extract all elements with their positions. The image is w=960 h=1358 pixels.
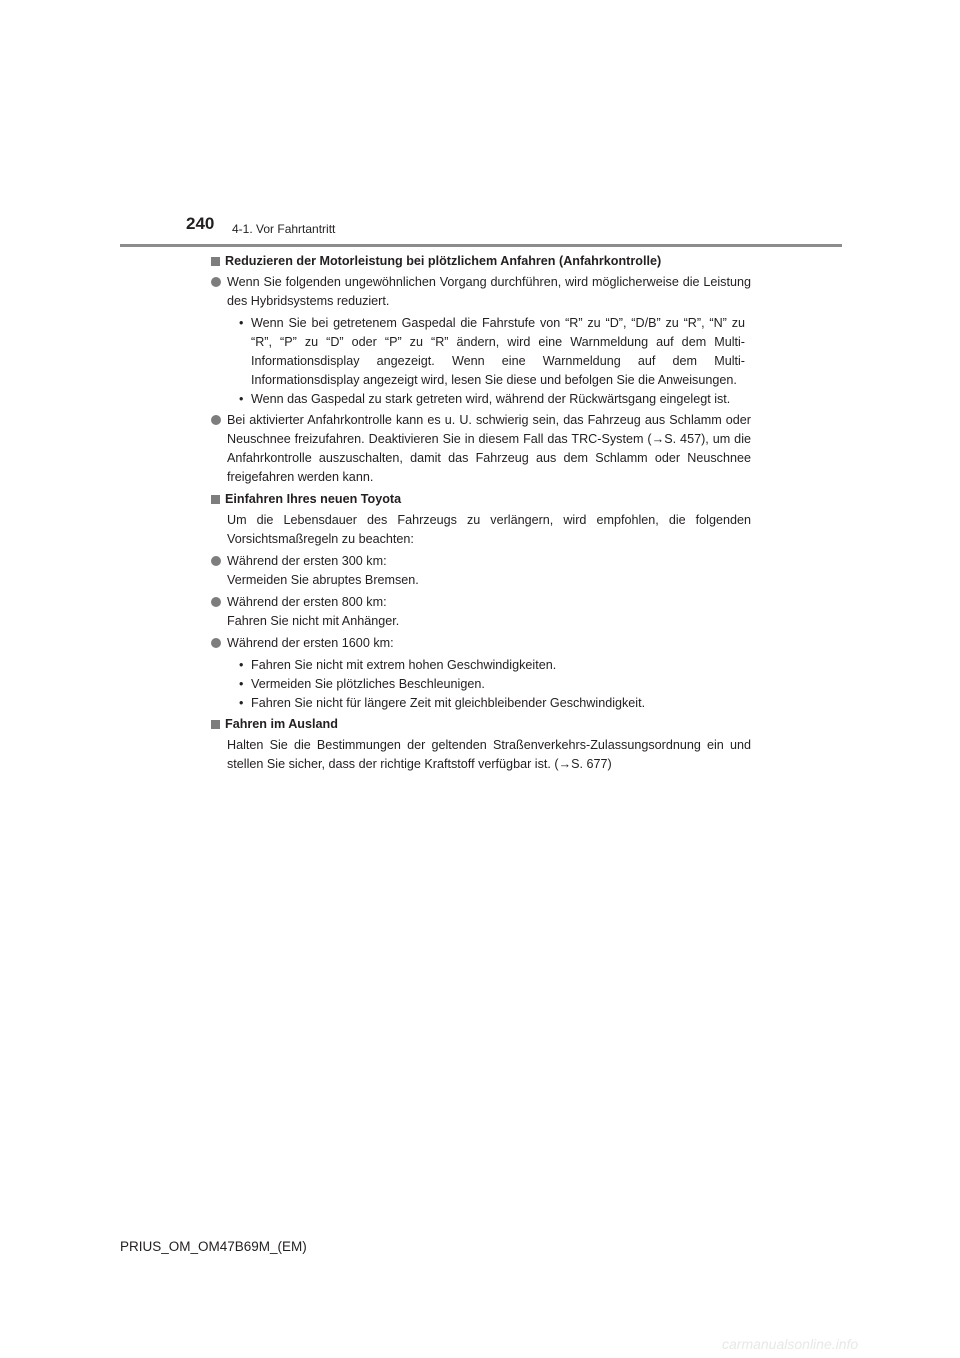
list-item-text: Wenn Sie bei getretenem Gaspedal die Fahrstufe von “R” zu “D”, “D/B” zu “R”, “N” zu “R”, “P” zu “D” oder “P” zu “R” ändern, wird eine Warnmeldung auf dem Multi-Informationsdisplay angezeigt. Wenn eine Warnmeldung auf dem Multi-Informationsdisplay angezeigt wird, lesen Sie diese und befolgen Sie die Anweisungen.: [251, 316, 745, 387]
paragraph-text: Fahren Sie nicht mit Anhänger.: [227, 614, 400, 628]
list-item: [239, 694, 751, 713]
section-anfahrkontrolle: [211, 252, 751, 487]
circle-bullet-icon: [211, 638, 221, 648]
heading-text: Reduzieren der Motorleistung bei plötzlichem Anfahren (Anfahrkontrolle): [225, 254, 662, 268]
paragraph-text: Bei aktivierter Anfahrkontrolle kann es u. U. schwierig sein, das Fahrzeug aus Schlamm oder Neuschnee freizufahren. Deaktivieren Sie in diesem Fall das TRC-System (→S. 457), um die Anfahrkontrolle auszuschalten, damit das Fahrzeug aus dem Schlamm oder Neuschnee freigefahren werden kann.: [227, 413, 751, 484]
paragraph-text: Vermeiden Sie abruptes Bremsen.: [227, 573, 419, 587]
sub-list: [211, 314, 751, 409]
section-ausland: [211, 715, 751, 774]
list-item-text: Wenn das Gaspedal zu stark getreten wird, während der Rückwärtsgang eingelegt ist.: [251, 392, 731, 406]
circle-bullet-icon: [211, 597, 221, 607]
section-title: 4-1. Vor Fahrtantritt: [232, 222, 336, 236]
bullet-marker: •: [239, 392, 244, 406]
square-bullet-icon: [211, 495, 220, 504]
list-item: [239, 656, 751, 675]
header-divider: [120, 244, 842, 247]
paragraph-body: [227, 593, 751, 631]
paragraph: [211, 634, 751, 653]
bullet-marker: •: [239, 696, 244, 710]
bullet-marker: •: [239, 658, 244, 672]
paragraph: [211, 273, 751, 311]
list-item-text: Fahren Sie nicht mit extrem hohen Geschwindigkeiten.: [251, 658, 557, 672]
circle-bullet-icon: [211, 415, 221, 425]
bullet-marker: •: [239, 316, 244, 330]
paragraph-title: Während der ersten 300 km:: [227, 554, 387, 568]
paragraph-title: Während der ersten 1600 km:: [227, 636, 394, 650]
list-item: [239, 314, 751, 390]
paragraph: [211, 552, 751, 590]
square-bullet-icon: [211, 257, 220, 266]
section-heading: [211, 252, 751, 271]
circle-bullet-icon: [211, 277, 221, 287]
section-heading: [211, 490, 751, 509]
paragraph-text: Wenn Sie folgenden ungewöhnlichen Vorgang durchführen, wird möglicherweise die Leistung des Hybridsystems reduziert.: [227, 275, 751, 308]
list-item: [239, 675, 751, 694]
paragraph: [211, 411, 751, 487]
square-bullet-icon: [211, 720, 220, 729]
document-code: PRIUS_OM_OM47B69M_(EM): [120, 1239, 307, 1254]
watermark: carmanualsonline.info: [722, 1336, 859, 1352]
section-heading: [211, 715, 751, 734]
intro-text: Um die Lebensdauer des Fahrzeugs zu verlängern, wird empfohlen, die folgenden Vorsichtsmaßregeln zu beachten:: [227, 513, 751, 546]
page-content: [211, 252, 751, 777]
heading-text: Fahren im Ausland: [225, 717, 338, 731]
paragraph: [211, 593, 751, 631]
bullet-marker: •: [239, 677, 244, 691]
circle-bullet-icon: [211, 556, 221, 566]
heading-text: Einfahren Ihres neuen Toyota: [225, 492, 402, 506]
list-item-text: Vermeiden Sie plötzliches Beschleunigen.: [251, 677, 485, 691]
list-item: [239, 390, 751, 409]
sub-list: [211, 656, 751, 713]
section-text: Halten Sie die Bestimmungen der geltenden Straßenverkehrs-Zulassungsordnung ein und stellen Sie sicher, dass der richtige Kraftstoff verfügbar ist. (→S. 677): [227, 738, 751, 771]
section-einfahren: [211, 490, 751, 713]
page-number: 240: [186, 214, 215, 233]
list-item-text: Fahren Sie nicht für längere Zeit mit gleichbleibender Geschwindigkeit.: [251, 696, 646, 710]
paragraph-title: Während der ersten 800 km:: [227, 595, 387, 609]
paragraph-body: [227, 552, 751, 590]
